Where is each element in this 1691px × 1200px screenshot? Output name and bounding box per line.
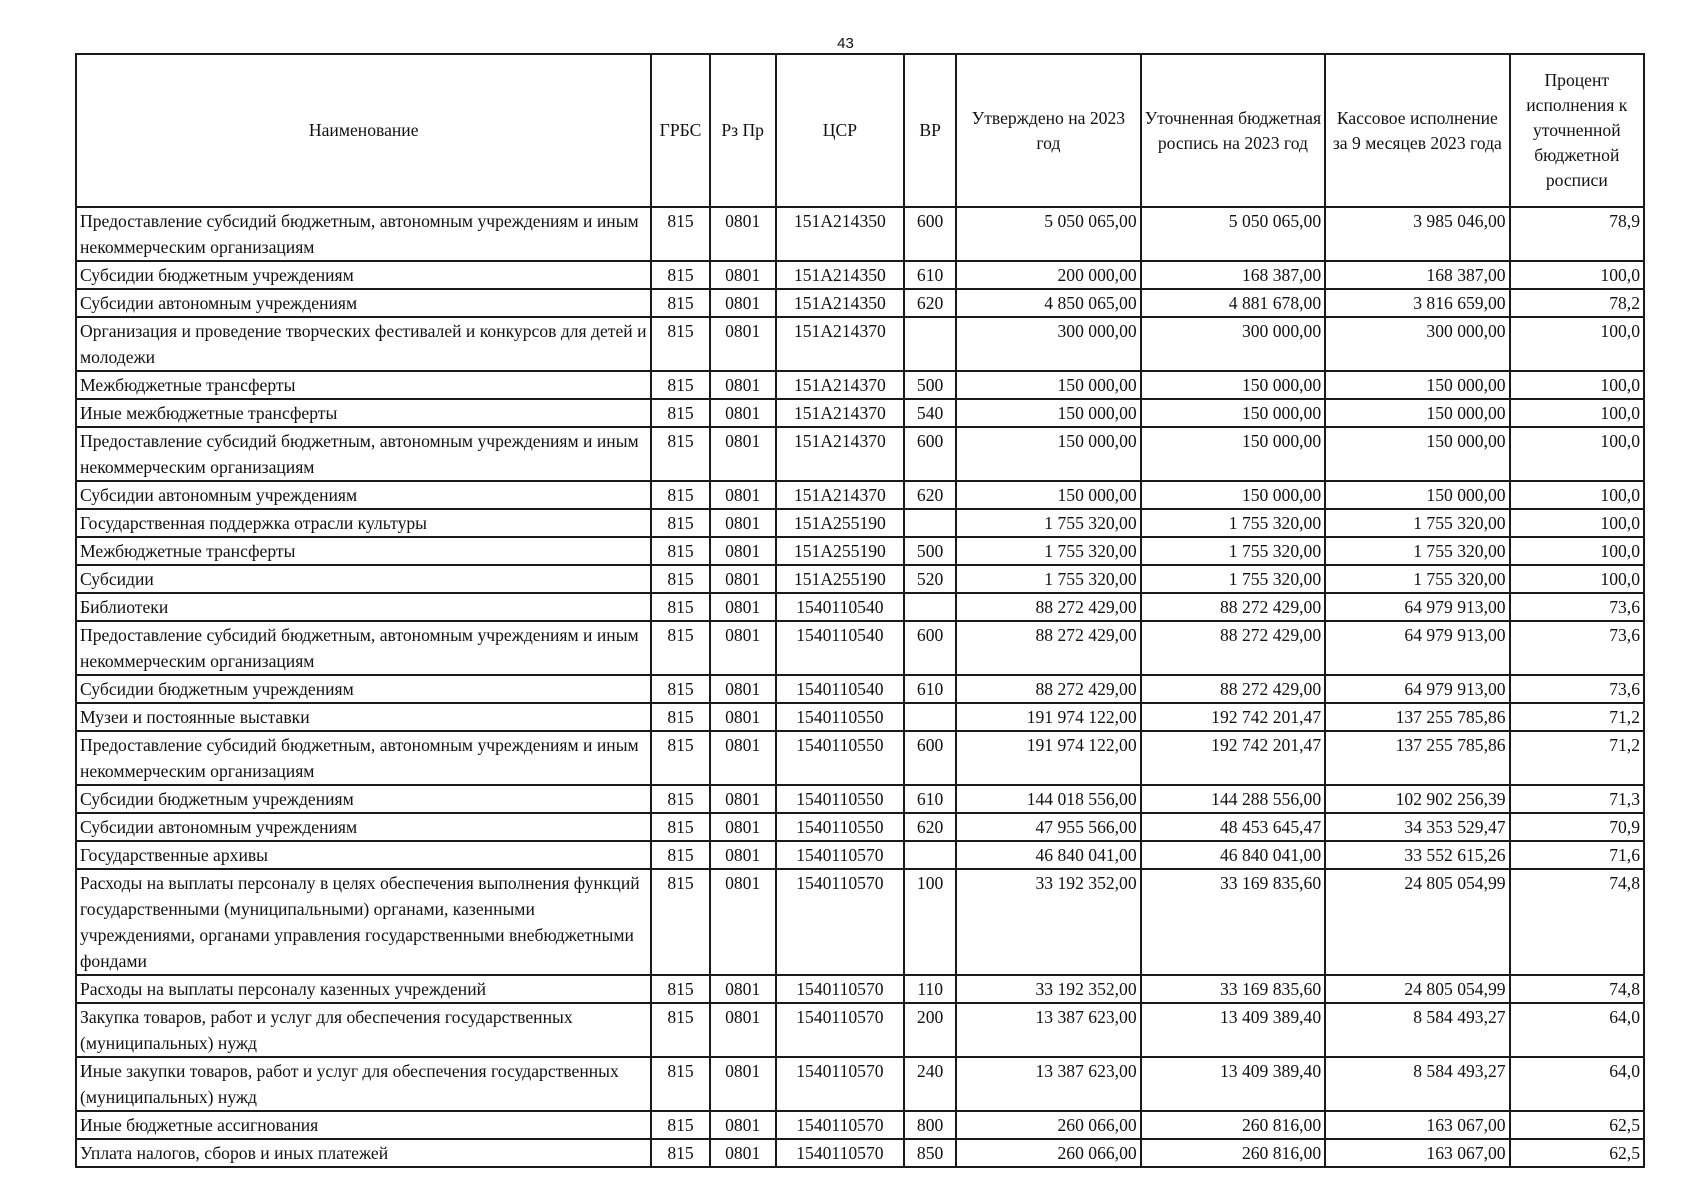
row-cash-cell: 33 552 615,26 [1325, 841, 1509, 869]
row-vr-cell [904, 841, 956, 869]
row-grbs-cell: 815 [651, 371, 709, 399]
row-approved-cell: 88 272 429,00 [956, 621, 1140, 675]
row-approved-cell: 150 000,00 [956, 371, 1140, 399]
table-body [76, 207, 1644, 1167]
row-csr-cell: 151A255190 [776, 565, 904, 593]
row-refined-cell: 144 288 556,00 [1141, 785, 1325, 813]
table-row [76, 1057, 1644, 1111]
row-percent-cell: 62,5 [1510, 1139, 1644, 1167]
table-row [76, 975, 1644, 1003]
row-vr-cell: 620 [904, 813, 956, 841]
row-percent-cell: 71,2 [1510, 731, 1644, 785]
row-approved-cell: 47 955 566,00 [956, 813, 1140, 841]
row-approved-cell: 260 066,00 [956, 1111, 1140, 1139]
row-csr-cell: 1540110570 [776, 975, 904, 1003]
row-grbs-cell: 815 [651, 975, 709, 1003]
row-name-cell: Расходы на выплаты персоналу казенных учреждений [76, 975, 651, 1003]
row-percent-cell: 100,0 [1510, 565, 1644, 593]
row-name-cell: Расходы на выплаты персоналу в целях обеспечения выполнения функций государственными (муниципальными) органами, казенными учреждениями, органами управления государственными внебюджетными фондами [76, 869, 651, 975]
row-percent-cell: 74,8 [1510, 975, 1644, 1003]
row-cash-cell: 1 755 320,00 [1325, 509, 1509, 537]
row-percent-cell: 74,8 [1510, 869, 1644, 975]
table-row [76, 813, 1644, 841]
row-csr-cell: 1540110570 [776, 841, 904, 869]
row-refined-cell: 13 409 389,40 [1141, 1003, 1325, 1057]
row-refined-cell: 150 000,00 [1141, 399, 1325, 427]
table-row [76, 621, 1644, 675]
header-grbs: ГРБС [651, 54, 709, 207]
row-approved-cell: 33 192 352,00 [956, 869, 1140, 975]
row-rzpr-cell: 0801 [710, 1057, 776, 1111]
row-percent-cell: 100,0 [1510, 317, 1644, 371]
table-row [76, 731, 1644, 785]
row-grbs-cell: 815 [651, 813, 709, 841]
table-row [76, 399, 1644, 427]
row-rzpr-cell: 0801 [710, 1111, 776, 1139]
table-row [76, 565, 1644, 593]
row-cash-cell: 150 000,00 [1325, 371, 1509, 399]
row-approved-cell: 1 755 320,00 [956, 509, 1140, 537]
row-approved-cell: 4 850 065,00 [956, 289, 1140, 317]
row-rzpr-cell: 0801 [710, 317, 776, 371]
table-row [76, 593, 1644, 621]
row-rzpr-cell: 0801 [710, 399, 776, 427]
header-rzpr: Рз Пр [710, 54, 776, 207]
row-csr-cell: 1540110550 [776, 731, 904, 785]
row-rzpr-cell: 0801 [710, 593, 776, 621]
table-row [76, 207, 1644, 261]
row-percent-cell: 73,6 [1510, 593, 1644, 621]
row-rzpr-cell: 0801 [710, 1139, 776, 1167]
row-grbs-cell: 815 [651, 289, 709, 317]
row-rzpr-cell: 0801 [710, 975, 776, 1003]
row-vr-cell: 800 [904, 1111, 956, 1139]
row-vr-cell: 600 [904, 427, 956, 481]
row-percent-cell: 100,0 [1510, 537, 1644, 565]
table-row [76, 841, 1644, 869]
row-percent-cell: 100,0 [1510, 371, 1644, 399]
row-refined-cell: 192 742 201,47 [1141, 703, 1325, 731]
row-csr-cell: 1540110540 [776, 593, 904, 621]
row-refined-cell: 150 000,00 [1141, 371, 1325, 399]
row-refined-cell: 33 169 835,60 [1141, 869, 1325, 975]
row-percent-cell: 62,5 [1510, 1111, 1644, 1139]
row-rzpr-cell: 0801 [710, 785, 776, 813]
row-cash-cell: 150 000,00 [1325, 427, 1509, 481]
row-rzpr-cell: 0801 [710, 289, 776, 317]
row-name-cell: Предоставление субсидий бюджетным, автономным учреждениям и иным некоммерческим организациям [76, 207, 651, 261]
row-csr-cell: 1540110540 [776, 621, 904, 675]
row-vr-cell: 520 [904, 565, 956, 593]
row-refined-cell: 1 755 320,00 [1141, 537, 1325, 565]
row-name-cell: Иные межбюджетные трансферты [76, 399, 651, 427]
row-name-cell: Субсидии бюджетным учреждениям [76, 785, 651, 813]
budget-table [75, 53, 1645, 1168]
row-refined-cell: 260 816,00 [1141, 1111, 1325, 1139]
row-cash-cell: 150 000,00 [1325, 481, 1509, 509]
row-approved-cell: 88 272 429,00 [956, 675, 1140, 703]
row-grbs-cell: 815 [651, 509, 709, 537]
row-vr-cell [904, 317, 956, 371]
row-vr-cell: 540 [904, 399, 956, 427]
row-rzpr-cell: 0801 [710, 1003, 776, 1057]
row-grbs-cell: 815 [651, 1139, 709, 1167]
row-percent-cell: 70,9 [1510, 813, 1644, 841]
row-vr-cell: 610 [904, 785, 956, 813]
row-refined-cell: 46 840 041,00 [1141, 841, 1325, 869]
row-percent-cell: 64,0 [1510, 1003, 1644, 1057]
header-vr: ВР [904, 54, 956, 207]
row-cash-cell: 300 000,00 [1325, 317, 1509, 371]
row-vr-cell: 240 [904, 1057, 956, 1111]
row-rzpr-cell: 0801 [710, 675, 776, 703]
row-cash-cell: 1 755 320,00 [1325, 537, 1509, 565]
table-row [76, 481, 1644, 509]
row-name-cell: Иные закупки товаров, работ и услуг для обеспечения государственных (муниципальных) нужд [76, 1057, 651, 1111]
row-csr-cell: 1540110570 [776, 1003, 904, 1057]
row-rzpr-cell: 0801 [710, 813, 776, 841]
row-rzpr-cell: 0801 [710, 509, 776, 537]
table-row [76, 785, 1644, 813]
row-cash-cell: 64 979 913,00 [1325, 593, 1509, 621]
row-vr-cell: 610 [904, 675, 956, 703]
row-percent-cell: 71,6 [1510, 841, 1644, 869]
row-grbs-cell: 815 [651, 675, 709, 703]
row-approved-cell: 13 387 623,00 [956, 1057, 1140, 1111]
row-percent-cell: 100,0 [1510, 399, 1644, 427]
row-grbs-cell: 815 [651, 621, 709, 675]
row-csr-cell: 1540110570 [776, 1139, 904, 1167]
row-cash-cell: 163 067,00 [1325, 1111, 1509, 1139]
row-percent-cell: 100,0 [1510, 481, 1644, 509]
row-name-cell: Предоставление субсидий бюджетным, автономным учреждениям и иным некоммерческим организациям [76, 731, 651, 785]
row-refined-cell: 1 755 320,00 [1141, 509, 1325, 537]
row-vr-cell: 600 [904, 621, 956, 675]
row-refined-cell: 88 272 429,00 [1141, 621, 1325, 675]
row-refined-cell: 13 409 389,40 [1141, 1057, 1325, 1111]
row-rzpr-cell: 0801 [710, 427, 776, 481]
row-rzpr-cell: 0801 [710, 207, 776, 261]
row-vr-cell: 100 [904, 869, 956, 975]
row-csr-cell: 151A214370 [776, 481, 904, 509]
row-refined-cell: 192 742 201,47 [1141, 731, 1325, 785]
row-grbs-cell: 815 [651, 261, 709, 289]
row-refined-cell: 33 169 835,60 [1141, 975, 1325, 1003]
row-csr-cell: 151A255190 [776, 509, 904, 537]
row-approved-cell: 144 018 556,00 [956, 785, 1140, 813]
row-vr-cell: 200 [904, 1003, 956, 1057]
row-grbs-cell: 815 [651, 565, 709, 593]
row-cash-cell: 137 255 785,86 [1325, 703, 1509, 731]
row-grbs-cell: 815 [651, 207, 709, 261]
row-csr-cell: 1540110570 [776, 1057, 904, 1111]
row-refined-cell: 168 387,00 [1141, 261, 1325, 289]
row-refined-cell: 300 000,00 [1141, 317, 1325, 371]
row-rzpr-cell: 0801 [710, 565, 776, 593]
table-row [76, 1139, 1644, 1167]
row-cash-cell: 3 985 046,00 [1325, 207, 1509, 261]
row-approved-cell: 150 000,00 [956, 399, 1140, 427]
row-csr-cell: 151A214350 [776, 289, 904, 317]
row-grbs-cell: 815 [651, 785, 709, 813]
row-rzpr-cell: 0801 [710, 537, 776, 565]
row-rzpr-cell: 0801 [710, 841, 776, 869]
row-cash-cell: 3 816 659,00 [1325, 289, 1509, 317]
row-grbs-cell: 815 [651, 399, 709, 427]
row-csr-cell: 151A214350 [776, 207, 904, 261]
table-row [76, 1003, 1644, 1057]
table-row [76, 261, 1644, 289]
header-approved: Утверждено на 2023 год [956, 54, 1140, 207]
row-vr-cell: 850 [904, 1139, 956, 1167]
row-percent-cell: 64,0 [1510, 1057, 1644, 1111]
row-approved-cell: 191 974 122,00 [956, 731, 1140, 785]
row-approved-cell: 191 974 122,00 [956, 703, 1140, 731]
row-vr-cell: 620 [904, 289, 956, 317]
row-csr-cell: 1540110570 [776, 869, 904, 975]
header-percent: Процент исполнения к уточненной бюджетной росписи [1510, 54, 1644, 207]
row-grbs-cell: 815 [651, 1057, 709, 1111]
row-cash-cell: 24 805 054,99 [1325, 869, 1509, 975]
row-rzpr-cell: 0801 [710, 869, 776, 975]
row-grbs-cell: 815 [651, 427, 709, 481]
row-refined-cell: 48 453 645,47 [1141, 813, 1325, 841]
row-approved-cell: 5 050 065,00 [956, 207, 1140, 261]
row-rzpr-cell: 0801 [710, 481, 776, 509]
row-name-cell: Межбюджетные трансферты [76, 537, 651, 565]
row-name-cell: Государственная поддержка отрасли культуры [76, 509, 651, 537]
row-refined-cell: 1 755 320,00 [1141, 565, 1325, 593]
row-approved-cell: 200 000,00 [956, 261, 1140, 289]
header-refined: Уточненная бюджетная роспись на 2023 год [1141, 54, 1325, 207]
row-csr-cell: 1540110570 [776, 1111, 904, 1139]
row-name-cell: Закупка товаров, работ и услуг для обеспечения государственных (муниципальных) нужд [76, 1003, 651, 1057]
row-refined-cell: 150 000,00 [1141, 427, 1325, 481]
row-cash-cell: 163 067,00 [1325, 1139, 1509, 1167]
row-percent-cell: 71,3 [1510, 785, 1644, 813]
row-percent-cell: 100,0 [1510, 427, 1644, 481]
row-grbs-cell: 815 [651, 841, 709, 869]
table-row [76, 289, 1644, 317]
row-rzpr-cell: 0801 [710, 731, 776, 785]
row-name-cell: Государственные архивы [76, 841, 651, 869]
row-refined-cell: 5 050 065,00 [1141, 207, 1325, 261]
row-csr-cell: 151A214370 [776, 399, 904, 427]
row-vr-cell: 600 [904, 207, 956, 261]
row-cash-cell: 64 979 913,00 [1325, 675, 1509, 703]
table-row [76, 675, 1644, 703]
table-row [76, 1111, 1644, 1139]
row-name-cell: Субсидии автономным учреждениям [76, 813, 651, 841]
table-row [76, 317, 1644, 371]
row-vr-cell [904, 509, 956, 537]
table-row [76, 869, 1644, 975]
row-name-cell: Иные бюджетные ассигнования [76, 1111, 651, 1139]
row-percent-cell: 100,0 [1510, 261, 1644, 289]
row-csr-cell: 1540110540 [776, 675, 904, 703]
row-approved-cell: 88 272 429,00 [956, 593, 1140, 621]
row-name-cell: Межбюджетные трансферты [76, 371, 651, 399]
row-name-cell: Субсидии автономным учреждениям [76, 289, 651, 317]
row-vr-cell: 610 [904, 261, 956, 289]
row-vr-cell [904, 593, 956, 621]
row-approved-cell: 33 192 352,00 [956, 975, 1140, 1003]
row-rzpr-cell: 0801 [710, 703, 776, 731]
header-csr: ЦСР [776, 54, 904, 207]
row-cash-cell: 8 584 493,27 [1325, 1003, 1509, 1057]
row-cash-cell: 150 000,00 [1325, 399, 1509, 427]
row-name-cell: Субсидии бюджетным учреждениям [76, 261, 651, 289]
row-cash-cell: 1 755 320,00 [1325, 565, 1509, 593]
row-percent-cell: 73,6 [1510, 621, 1644, 675]
row-csr-cell: 1540110550 [776, 703, 904, 731]
row-cash-cell: 168 387,00 [1325, 261, 1509, 289]
row-refined-cell: 260 816,00 [1141, 1139, 1325, 1167]
row-name-cell: Предоставление субсидий бюджетным, автономным учреждениям и иным некоммерческим организациям [76, 427, 651, 481]
row-grbs-cell: 815 [651, 1003, 709, 1057]
row-cash-cell: 137 255 785,86 [1325, 731, 1509, 785]
row-cash-cell: 8 584 493,27 [1325, 1057, 1509, 1111]
row-percent-cell: 78,9 [1510, 207, 1644, 261]
row-vr-cell: 500 [904, 537, 956, 565]
row-csr-cell: 1540110550 [776, 813, 904, 841]
row-grbs-cell: 815 [651, 869, 709, 975]
row-approved-cell: 1 755 320,00 [956, 565, 1140, 593]
row-vr-cell: 500 [904, 371, 956, 399]
row-percent-cell: 100,0 [1510, 509, 1644, 537]
header-name: Наименование [76, 54, 651, 207]
row-name-cell: Субсидии бюджетным учреждениям [76, 675, 651, 703]
row-csr-cell: 151A214350 [776, 261, 904, 289]
row-percent-cell: 78,2 [1510, 289, 1644, 317]
row-name-cell: Организация и проведение творческих фестивалей и конкурсов для детей и молодежи [76, 317, 651, 371]
row-grbs-cell: 815 [651, 317, 709, 371]
row-approved-cell: 13 387 623,00 [956, 1003, 1140, 1057]
row-cash-cell: 64 979 913,00 [1325, 621, 1509, 675]
table-row [76, 427, 1644, 481]
row-rzpr-cell: 0801 [710, 371, 776, 399]
row-grbs-cell: 815 [651, 537, 709, 565]
row-csr-cell: 151A214370 [776, 317, 904, 371]
row-approved-cell: 1 755 320,00 [956, 537, 1140, 565]
row-name-cell: Субсидии автономным учреждениям [76, 481, 651, 509]
row-refined-cell: 88 272 429,00 [1141, 593, 1325, 621]
row-grbs-cell: 815 [651, 1111, 709, 1139]
row-cash-cell: 34 353 529,47 [1325, 813, 1509, 841]
row-refined-cell: 88 272 429,00 [1141, 675, 1325, 703]
row-grbs-cell: 815 [651, 703, 709, 731]
row-csr-cell: 151A214370 [776, 371, 904, 399]
row-cash-cell: 24 805 054,99 [1325, 975, 1509, 1003]
row-refined-cell: 4 881 678,00 [1141, 289, 1325, 317]
header-cash: Кассовое исполнение за 9 месяцев 2023 года [1325, 54, 1509, 207]
row-approved-cell: 300 000,00 [956, 317, 1140, 371]
row-vr-cell: 620 [904, 481, 956, 509]
row-vr-cell: 600 [904, 731, 956, 785]
table-row [76, 371, 1644, 399]
row-vr-cell [904, 703, 956, 731]
row-rzpr-cell: 0801 [710, 621, 776, 675]
row-approved-cell: 260 066,00 [956, 1139, 1140, 1167]
row-csr-cell: 151A214370 [776, 427, 904, 481]
row-percent-cell: 73,6 [1510, 675, 1644, 703]
table-row [76, 703, 1644, 731]
row-csr-cell: 1540110550 [776, 785, 904, 813]
row-name-cell: Библиотеки [76, 593, 651, 621]
row-csr-cell: 151A255190 [776, 537, 904, 565]
row-name-cell: Уплата налогов, сборов и иных платежей [76, 1139, 651, 1167]
row-percent-cell: 71,2 [1510, 703, 1644, 731]
row-grbs-cell: 815 [651, 731, 709, 785]
row-approved-cell: 150 000,00 [956, 427, 1140, 481]
row-name-cell: Субсидии [76, 565, 651, 593]
row-cash-cell: 102 902 256,39 [1325, 785, 1509, 813]
table-row [76, 509, 1644, 537]
row-refined-cell: 150 000,00 [1141, 481, 1325, 509]
header-row [76, 54, 1644, 207]
row-approved-cell: 150 000,00 [956, 481, 1140, 509]
row-rzpr-cell: 0801 [710, 261, 776, 289]
page-number: 43 [837, 35, 854, 52]
row-vr-cell: 110 [904, 975, 956, 1003]
table-row [76, 537, 1644, 565]
row-name-cell: Предоставление субсидий бюджетным, автономным учреждениям и иным некоммерческим организациям [76, 621, 651, 675]
row-grbs-cell: 815 [651, 593, 709, 621]
row-approved-cell: 46 840 041,00 [956, 841, 1140, 869]
row-name-cell: Музеи и постоянные выставки [76, 703, 651, 731]
row-grbs-cell: 815 [651, 481, 709, 509]
